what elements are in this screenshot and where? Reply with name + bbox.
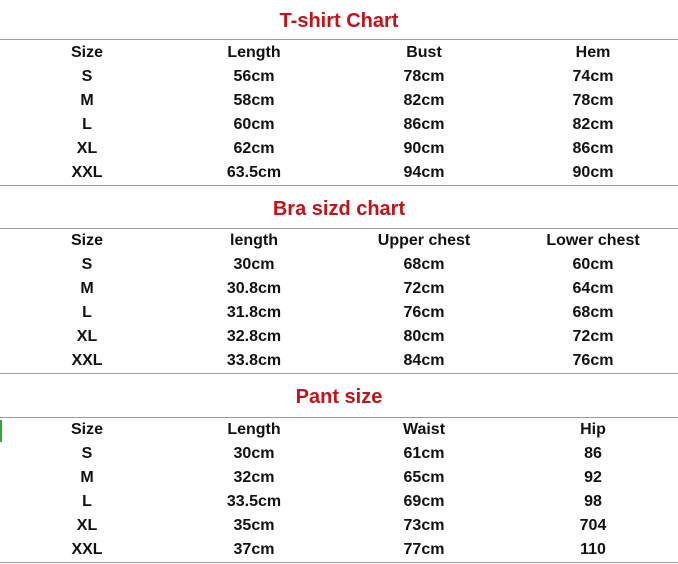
cell-size: S [81,445,93,462]
header-length: length [230,232,278,249]
bra-bottom-rule [0,373,678,374]
table-row [0,113,678,137]
header-hip: Hip [580,421,606,438]
tshirt-bottom-rule [0,185,678,186]
table-row [0,137,678,161]
cell-hip: 98 [584,493,602,510]
pant-header-row [0,418,678,442]
table-row [0,490,678,514]
cell-length: 31.8cm [226,304,282,321]
cell-length: 32cm [233,469,275,486]
cell-bust: 90cm [403,140,445,157]
cell-hip: 92 [584,469,602,486]
table-row [0,253,678,277]
cell-waist: 77cm [403,541,445,558]
cell-hem: 86cm [572,140,614,157]
tshirt-chart-title: T-shirt Chart [279,10,399,32]
header-waist: Waist [402,421,446,438]
table-row [0,65,678,89]
header-lower-chest: Lower chest [546,232,640,249]
cell-length: 62cm [233,140,275,157]
cell-length: 58cm [233,92,275,109]
tshirt-top-rule [0,39,678,40]
cell-size: XXL [71,541,103,558]
cell-bust: 86cm [403,116,445,133]
cell-lower-chest: 76cm [572,352,614,369]
cell-size: XL [76,140,98,157]
table-row [0,514,678,538]
cell-lower-chest: 72cm [572,328,614,345]
cell-length: 32.8cm [226,328,282,345]
table-row [0,301,678,325]
cell-hem: 74cm [572,68,614,85]
cell-hem: 78cm [572,92,614,109]
table-row [0,538,678,562]
cell-lower-chest: 68cm [572,304,614,321]
table-row [0,325,678,349]
cell-waist: 65cm [403,469,445,486]
cell-size: XXL [71,164,103,181]
header-length: Length [227,44,281,61]
table-row [0,161,678,185]
cell-hem: 90cm [572,164,614,181]
cell-length: 37cm [233,541,275,558]
cell-size: L [82,116,92,133]
cell-waist: 61cm [403,445,445,462]
cell-size: M [80,280,94,297]
cell-length: 30.8cm [226,280,282,297]
cell-size: L [82,493,92,510]
cell-length: 60cm [233,116,275,133]
cell-upper-chest: 72cm [403,280,445,297]
header-hem: Hem [575,44,611,61]
cell-size: M [80,92,94,109]
cell-upper-chest: 84cm [403,352,445,369]
cell-length: 35cm [233,517,275,534]
header-upper-chest: Upper chest [377,232,471,249]
cell-size: S [81,68,93,85]
cell-length: 33.5cm [226,493,282,510]
cell-hip: 704 [579,517,607,534]
table-row [0,466,678,490]
cell-upper-chest: 80cm [403,328,445,345]
header-size: Size [70,232,103,249]
cell-length: 56cm [233,68,275,85]
pant-size-title: Pant size [295,386,383,408]
cell-bust: 82cm [403,92,445,109]
cell-length: 30cm [233,256,275,273]
cell-length: 33.8cm [226,352,282,369]
cell-bust: 78cm [403,68,445,85]
table-row [0,349,678,373]
cell-hip: 110 [580,541,606,558]
cell-size: M [80,469,94,486]
cell-hem: 82cm [572,116,614,133]
bra-header-row [0,229,678,253]
cell-size: S [81,256,93,273]
header-size: Size [70,421,103,438]
cell-upper-chest: 68cm [403,256,445,273]
bra-chart-title: Bra sizd chart [272,198,406,220]
cell-waist: 69cm [403,493,445,510]
pant-bottom-rule [0,562,678,563]
cell-size: L [82,304,92,321]
table-row [0,89,678,113]
cell-size: XXL [71,352,103,369]
cell-hip: 86 [584,445,602,462]
cell-waist: 73cm [403,517,445,534]
table-row [0,277,678,301]
cell-size: XL [76,517,98,534]
cell-upper-chest: 76cm [403,304,445,321]
cell-length: 63.5cm [226,164,282,181]
tshirt-header-row [0,41,678,65]
header-bust: Bust [406,44,442,61]
cell-lower-chest: 60cm [572,256,614,273]
table-row [0,442,678,466]
cell-size: XL [76,328,98,345]
cell-length: 30cm [233,445,275,462]
cell-bust: 94cm [403,164,445,181]
header-length: Length [227,421,281,438]
header-size: Size [70,44,103,61]
cell-lower-chest: 64cm [572,280,614,297]
